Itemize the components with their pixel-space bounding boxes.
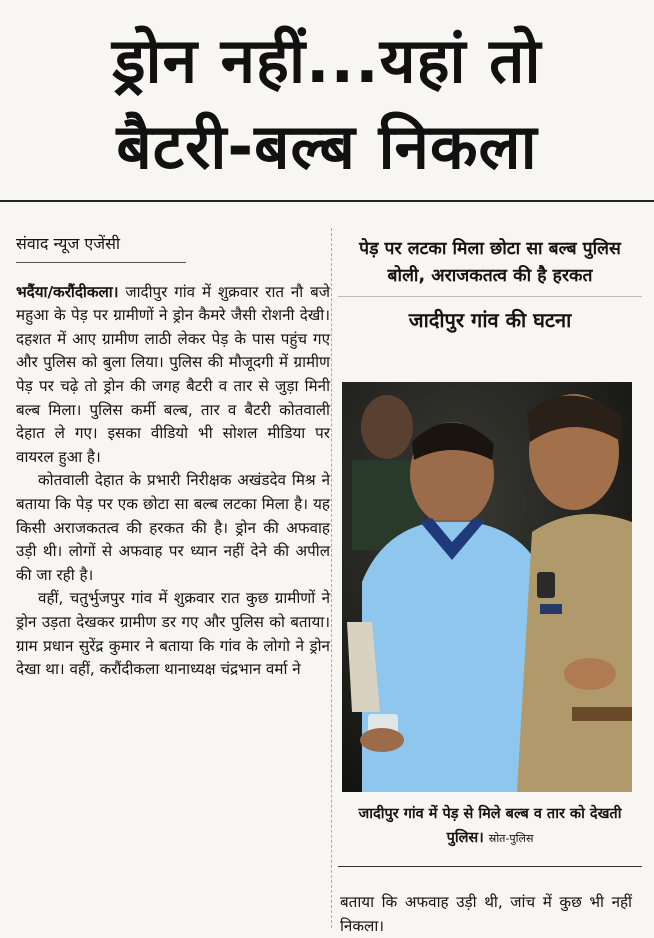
article-paragraph-3: वहीं, चतुर्भुजपुर गांव में शुक्रवार रात कुछ ग्रामीणों ने ड्रोन उड़ता देखकर ग्रामीण डर गए और पुलिस को बताया। ग्राम प्रधान सुरेंद्र कुमार ने बताया कि गांव के लोगो ने ड्रोन देखा था। वहीं, करौंदीकला थानाध्यक्ष चंद्रभान वर्मा ने bbox=[16, 589, 330, 679]
caption-rule bbox=[338, 866, 642, 867]
headline-rule bbox=[0, 200, 654, 202]
article-paragraph-1 bbox=[16, 281, 330, 470]
sidebar-subhead: जादीपुर गांव की घटना bbox=[408, 308, 572, 332]
news-photo bbox=[342, 382, 632, 792]
caption-text: जादीपुर गांव में पेड़ से मिले बल्ब व तार को देखती पुलिस। bbox=[358, 806, 622, 846]
photo-source: स्रोत-पुलिस bbox=[488, 832, 534, 845]
dateline: भदैंया/करौंदीकला। bbox=[16, 282, 119, 301]
photo-caption bbox=[338, 802, 642, 851]
sidebar-kicker: पेड़ पर लटका मिला छोटा सा बल्ब पुलिस बोली, अराजकतत्व की है हरकत bbox=[338, 228, 642, 297]
sidebar-column bbox=[338, 228, 642, 935]
headline bbox=[0, 18, 654, 190]
column-divider bbox=[331, 228, 332, 928]
byline: संवाद न्यूज एजेंसी bbox=[16, 232, 186, 263]
police-inspecting-bulb-illustration bbox=[342, 382, 632, 792]
headline-line-2: बैटरी-बल्ब निकला bbox=[116, 110, 538, 183]
article-continuation: बताया कि अफवाह उड़ी थी, जांच में कुछ भी नहीं निकला। bbox=[340, 893, 632, 935]
article-paragraph-2: कोतवाली देहात के प्रभारी निरीक्षक अखंडदेव मिश्र ने बताया कि पेड़ पर एक छोटा सा बल्ब लटका मिला है। यह किसी अराजकतत्व की हरकत की है। ड्रोन की अफवाह उड़ी थी। लोगों से अफवाह पर ध्यान नहीं देने की अपील की जा रही है। bbox=[16, 471, 330, 584]
paragraph-1-text: जादीपुर गांव में शुक्रवार रात नौ बजे महुआ के पेड़ पर ग्रामीणों ने ड्रोन कैमरे जैसी रोशनी देखी। दहशत में आए ग्रामीण लाठी लेकर पेड़ के पास पहुंच गए और पुलिस को बुला लिया। पुलिस की मौजूदगी में ग्रामीण पेड़ पर चढ़े तो ड्रोन की जगह बैटरी व तार से जुड़ा मिनी बल्ब मिला। पुलिस कर्मी बल्ब, तार व बैटरी कोतवाली देहात ले गए। इसका वीडियो भी सोशल मीडिया पर वायरल हुआ है। bbox=[16, 282, 331, 466]
article-column bbox=[16, 232, 330, 932]
headline-line-1: ड्रोन नहीं...यहां तो bbox=[112, 24, 542, 97]
